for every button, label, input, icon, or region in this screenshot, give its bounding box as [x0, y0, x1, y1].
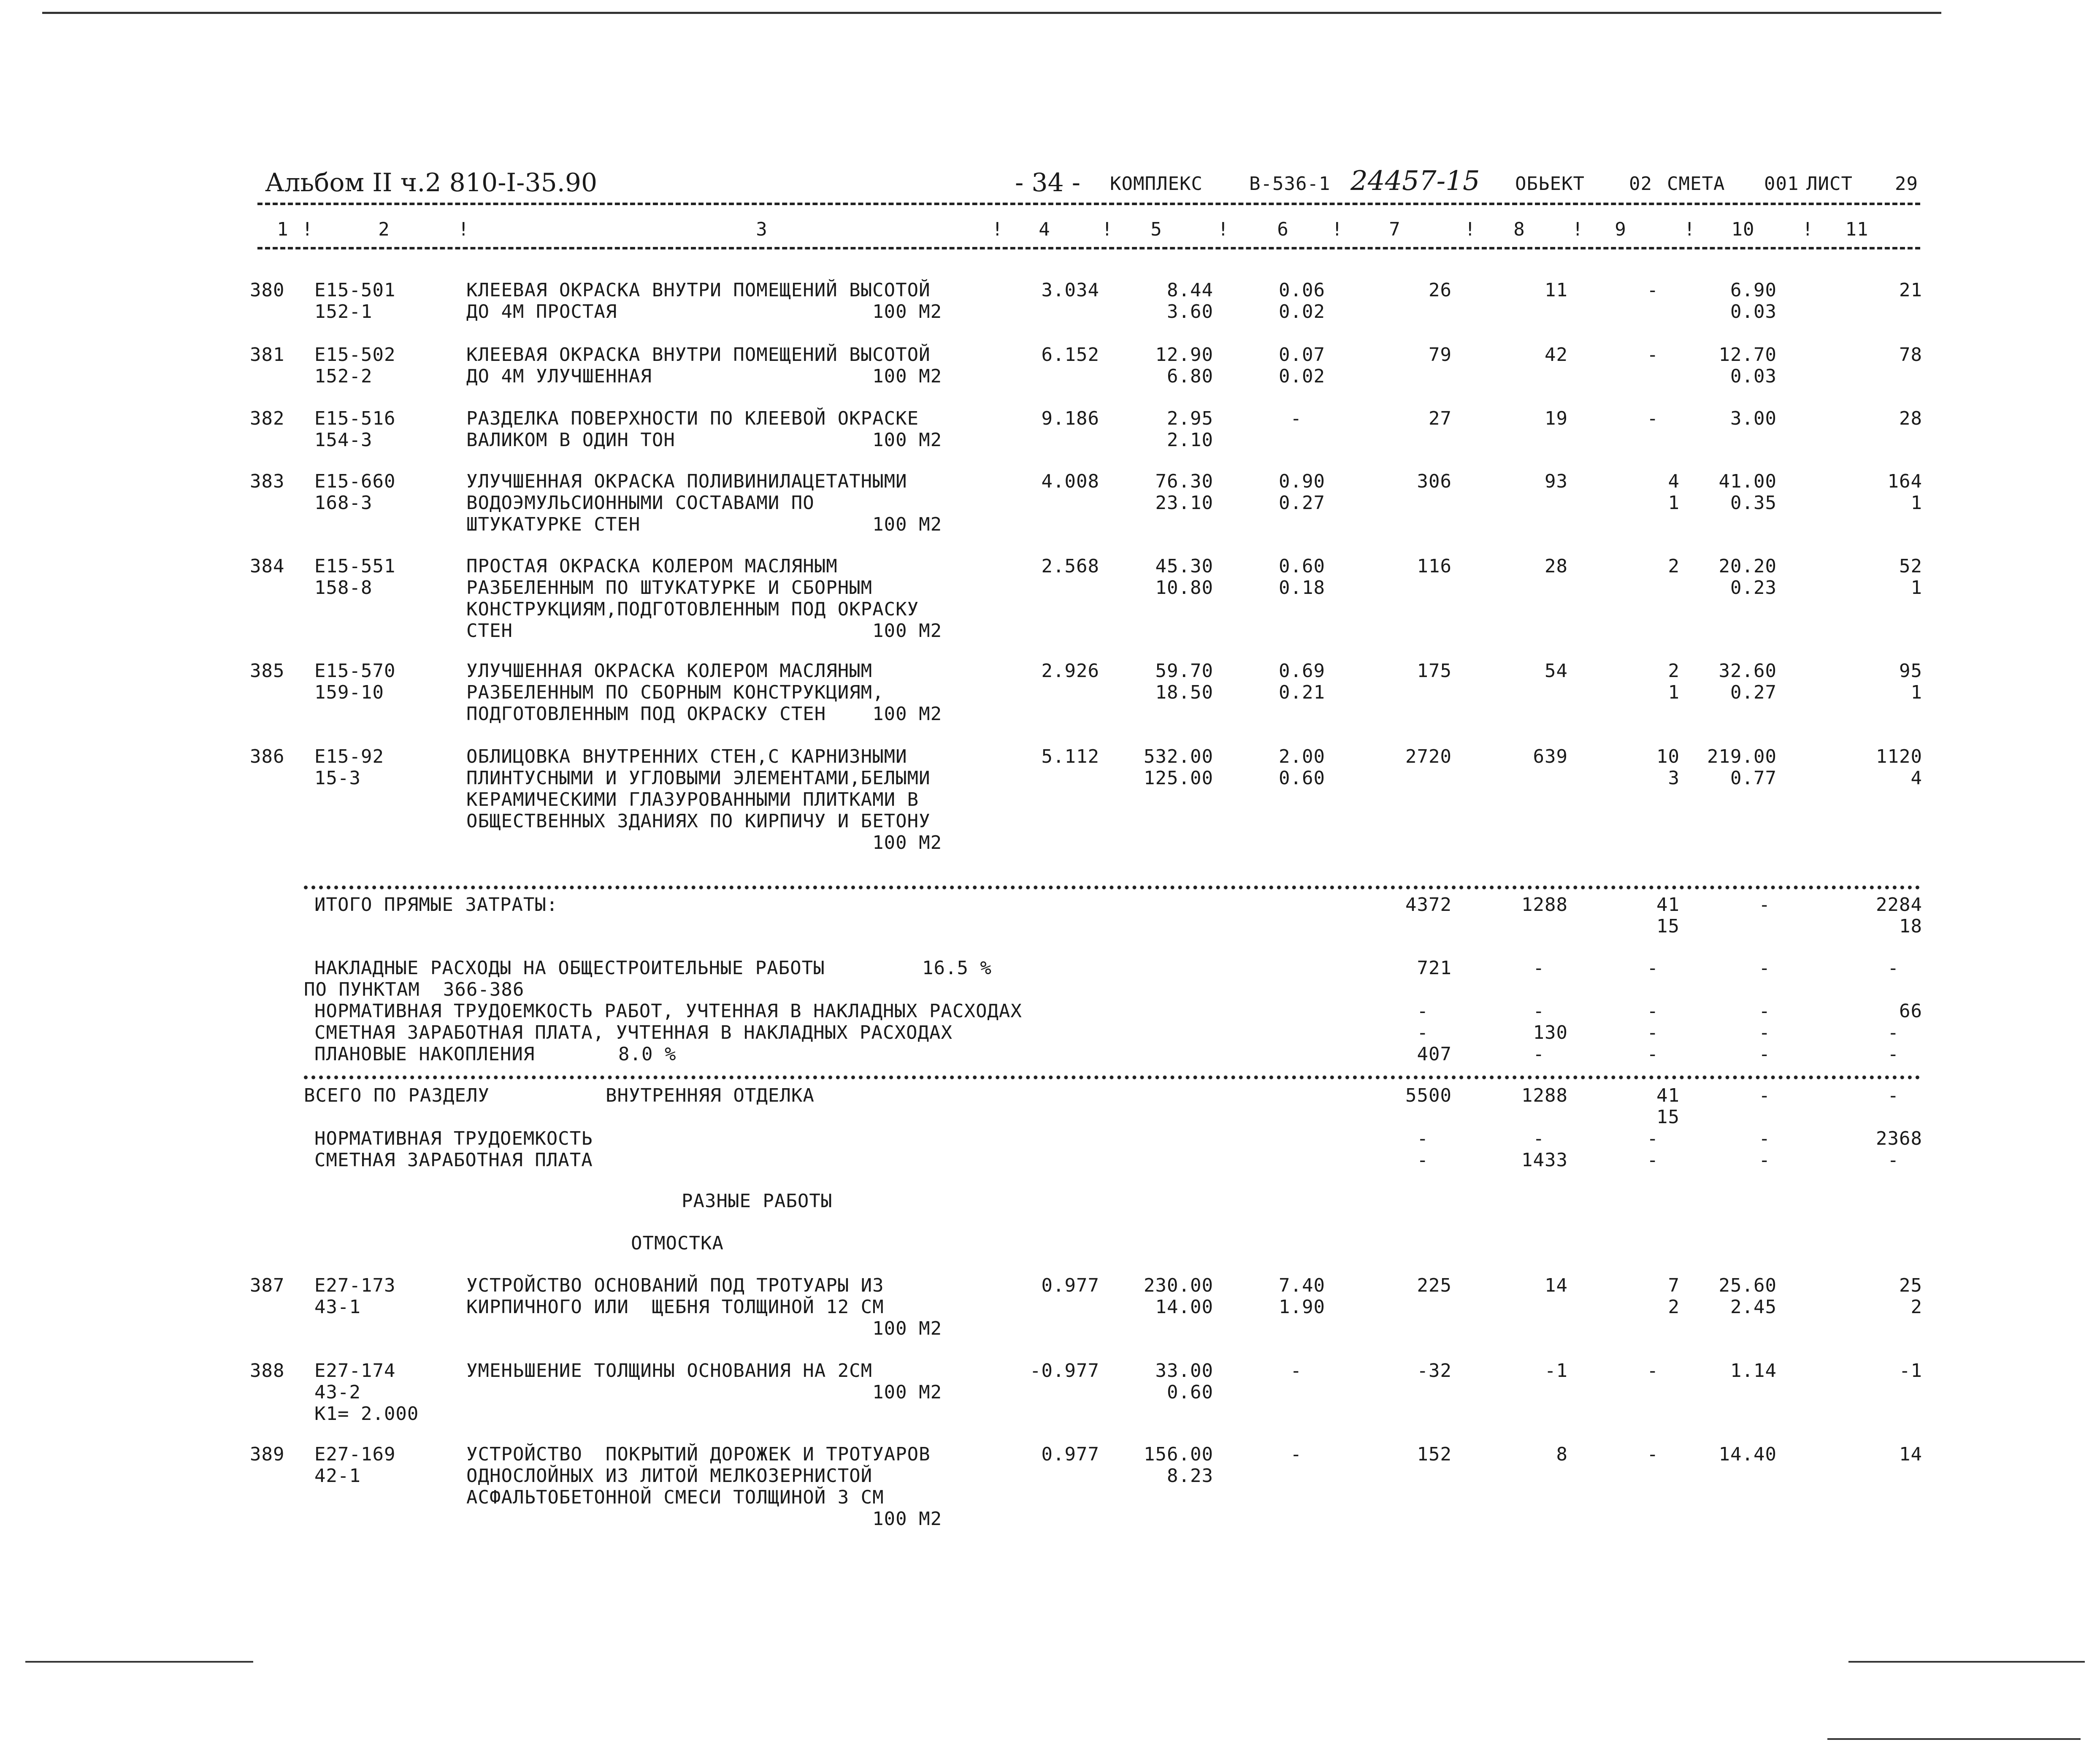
- row-code: Е15-502: [314, 344, 396, 366]
- sheet-number: 29: [1895, 173, 1918, 195]
- row-c5: 76.30: [1155, 471, 1213, 492]
- section-total-dotted-rule: [304, 1075, 1920, 1079]
- summary-c9: 41: [1656, 894, 1680, 916]
- row-c6: 0.02: [1279, 301, 1325, 322]
- summary-c9: -: [1647, 1000, 1659, 1022]
- summary-c7: -: [1417, 1000, 1429, 1022]
- row-quantity: 2.568: [1041, 555, 1099, 577]
- row-c9: 2: [1668, 660, 1680, 682]
- row-c11: 14: [1899, 1444, 1922, 1465]
- wage-overhead-label: СМЕТНАЯ ЗАРАБОТНАЯ ПЛАТА, УЧТЕННАЯ В НАКЛАДНЫХ РАСХОДАХ: [314, 1022, 953, 1043]
- row-code: Е27-174: [314, 1360, 396, 1382]
- row-c8: 8: [1556, 1444, 1568, 1465]
- row-number: 380: [250, 279, 285, 301]
- column-separator: !: [992, 219, 1004, 240]
- row-c10: 3.00: [1730, 408, 1777, 429]
- row-number: 387: [250, 1275, 285, 1296]
- row-c5: 23.10: [1155, 492, 1213, 514]
- row-c10: 25.60: [1718, 1275, 1777, 1296]
- row-code: 152-1: [314, 301, 373, 322]
- row-c6: 0.27: [1279, 492, 1325, 514]
- column-number-8: 8: [1513, 219, 1525, 240]
- summary-c9: -: [1647, 957, 1659, 979]
- summary-c8: 1433: [1521, 1149, 1568, 1171]
- row-c5: 532.00: [1144, 746, 1213, 767]
- row-c10: 12.70: [1718, 344, 1777, 366]
- overhead-percent: 16.5 %: [922, 957, 992, 979]
- row-c9: 1: [1668, 682, 1680, 703]
- row-c6: 7.40: [1279, 1275, 1325, 1296]
- summary-c9: -: [1647, 1128, 1659, 1149]
- row-number: 384: [250, 555, 285, 577]
- row-c9: 2: [1668, 555, 1680, 577]
- summary-c8: -: [1533, 1128, 1545, 1149]
- row-description: ОБЛИЦОВКА ВНУТРЕННИХ СТЕН,С КАРНИЗНЫМИ: [466, 746, 907, 767]
- summary-c9: -: [1647, 1043, 1659, 1065]
- row-c10: 0.03: [1730, 366, 1777, 387]
- column-separator: !: [302, 219, 314, 240]
- complex-label: КОМПЛЕКС: [1110, 173, 1203, 195]
- object-label: ОБЬЕКТ: [1515, 173, 1585, 195]
- row-c9: 2: [1668, 1296, 1680, 1318]
- sheet-label: ЛИСТ: [1806, 173, 1853, 195]
- row-code: 43-1: [314, 1296, 361, 1318]
- page-number: - 34 -: [1015, 168, 1081, 198]
- column-separator: !: [1802, 219, 1814, 240]
- row-description: СТЕН 100 М2: [466, 620, 942, 642]
- row-c7: 26: [1429, 279, 1452, 301]
- row-c6: 1.90: [1279, 1296, 1325, 1318]
- summary-c8: 1288: [1521, 1085, 1568, 1106]
- row-c11: -1: [1899, 1360, 1922, 1382]
- planned-profit-percent: 8.0 %: [618, 1043, 677, 1065]
- summary-c7: -: [1417, 1022, 1429, 1043]
- planned-profit-label: ПЛАНОВЫЕ НАКОПЛЕНИЯ: [314, 1043, 535, 1065]
- row-c6: -: [1290, 1360, 1302, 1382]
- row-code: Е15-551: [314, 555, 396, 577]
- row-c6: 0.02: [1279, 366, 1325, 387]
- row-c5: 2.10: [1167, 429, 1213, 451]
- row-c5: 8.23: [1167, 1465, 1213, 1487]
- bottom-edge-line: [1848, 1661, 2085, 1663]
- row-c11: 52: [1899, 555, 1922, 577]
- column-number-5: 5: [1150, 219, 1162, 240]
- row-description: УСТРОЙСТВО ОСНОВАНИЙ ПОД ТРОТУАРЫ ИЗ: [466, 1275, 884, 1296]
- row-description: ПРОСТАЯ ОКРАСКА КОЛЕРОМ МАСЛЯНЫМ: [466, 555, 838, 577]
- row-c6: 2.00: [1279, 746, 1325, 767]
- column-number-2: 2: [378, 219, 390, 240]
- row-quantity: 0.977: [1041, 1275, 1099, 1296]
- row-code: Е15-570: [314, 660, 396, 682]
- summary-c10: -: [1759, 1022, 1770, 1043]
- row-c11: 164: [1887, 471, 1922, 492]
- bottom-edge-line: [1827, 1738, 2081, 1740]
- summary-c7: -: [1417, 1149, 1429, 1171]
- row-c9: -: [1647, 344, 1659, 366]
- row-c9: -: [1647, 279, 1659, 301]
- row-code: Е27-169: [314, 1444, 396, 1465]
- row-c7: 2720: [1405, 746, 1452, 767]
- row-description: ШТУКАТУРКЕ СТЕН 100 М2: [466, 514, 942, 535]
- summary-c10: -: [1759, 1085, 1770, 1106]
- row-description: ОДНОСЛОЙНЫХ ИЗ ЛИТОЙ МЕЛКОЗЕРНИСТОЙ: [466, 1465, 873, 1487]
- row-number: 381: [250, 344, 285, 366]
- row-number: 388: [250, 1360, 285, 1382]
- row-c11: 95: [1899, 660, 1922, 682]
- row-code: 152-2: [314, 366, 373, 387]
- row-c10: 6.90: [1730, 279, 1777, 301]
- row-c8: 639: [1533, 746, 1568, 767]
- section-name: ВНУТРЕННЯЯ ОТДЕЛКА: [606, 1085, 815, 1106]
- row-c10: 0.27: [1730, 682, 1777, 703]
- row-c5: 156.00: [1144, 1444, 1213, 1465]
- column-separator: !: [1684, 219, 1696, 240]
- row-code: 42-1: [314, 1465, 361, 1487]
- row-description: ПОДГОТОВЛЕННЫМ ПОД ОКРАСКУ СТЕН 100 М2: [466, 703, 942, 725]
- row-c7: 225: [1417, 1275, 1452, 1296]
- section-total-label: ВСЕГО ПО РАЗДЕЛУ: [304, 1085, 490, 1106]
- row-code: 154-3: [314, 429, 373, 451]
- row-c6: 0.69: [1279, 660, 1325, 682]
- row-c5: 59.70: [1155, 660, 1213, 682]
- row-c10: 219.00: [1707, 746, 1777, 767]
- row-c7: -32: [1417, 1360, 1452, 1382]
- row-description: 100 М2: [466, 1318, 942, 1339]
- summary-c8: -: [1533, 1000, 1545, 1022]
- row-code: Е15-516: [314, 408, 396, 429]
- subsection-title: ОТМОСТКА: [631, 1233, 724, 1254]
- summary-c10: -: [1759, 894, 1770, 916]
- album-title: Альбом II ч.2 810-I-35.90: [265, 168, 598, 198]
- row-description: ДО 4М УЛУЧШЕННАЯ 100 М2: [466, 366, 942, 387]
- section-labor-label: НОРМАТИВНАЯ ТРУДОЕМКОСТЬ: [314, 1128, 593, 1149]
- row-c6: 0.60: [1279, 555, 1325, 577]
- row-description: УМЕНЬШЕНИЕ ТОЛЩИНЫ ОСНОВАНИЯ НА 2СМ: [466, 1360, 873, 1382]
- row-c6: 0.06: [1279, 279, 1325, 301]
- row-description: УЛУЧШЕННАЯ ОКРАСКА КОЛЕРОМ МАСЛЯНЫМ: [466, 660, 873, 682]
- row-quantity: 0.977: [1041, 1444, 1099, 1465]
- column-number-1: 1: [277, 219, 289, 240]
- row-description: УСТРОЙСТВО ПОКРЫТИЙ ДОРОЖЕК И ТРОТУАРОВ: [466, 1444, 931, 1465]
- bottom-edge-line: [25, 1661, 253, 1663]
- handwritten-number: 24457-15: [1350, 165, 1480, 197]
- row-c7: 306: [1417, 471, 1452, 492]
- row-c10: 1.14: [1730, 1360, 1777, 1382]
- row-quantity: 6.152: [1041, 344, 1099, 366]
- row-c8: 54: [1545, 660, 1568, 682]
- row-c6: 0.18: [1279, 577, 1325, 599]
- row-quantity: 4.008: [1041, 471, 1099, 492]
- row-c8: -1: [1545, 1360, 1568, 1382]
- header-rule: [257, 203, 1920, 205]
- summary-dotted-rule: [304, 886, 1920, 889]
- row-c5: 0.60: [1167, 1382, 1213, 1403]
- row-c8: 28: [1545, 555, 1568, 577]
- row-c10: 41.00: [1718, 471, 1777, 492]
- row-c11: 1120: [1876, 746, 1922, 767]
- section-wage-label: СМЕТНАЯ ЗАРАБОТНАЯ ПЛАТА: [314, 1149, 593, 1171]
- row-c9: -: [1647, 1360, 1659, 1382]
- row-description: АСФАЛЬТОБЕТОННОЙ СМЕСИ ТОЛЩИНОЙ 3 СМ: [466, 1487, 884, 1508]
- row-c8: 14: [1545, 1275, 1568, 1296]
- row-c6: 0.60: [1279, 767, 1325, 789]
- row-c7: 116: [1417, 555, 1452, 577]
- column-separator: !: [1218, 219, 1229, 240]
- summary-c8: -: [1533, 1043, 1545, 1065]
- column-number-11: 11: [1845, 219, 1869, 240]
- summary-c7: 5500: [1405, 1085, 1452, 1106]
- row-c10: 14.40: [1718, 1444, 1777, 1465]
- row-c11: 25: [1899, 1275, 1922, 1296]
- row-description: 100 М2: [466, 1508, 942, 1530]
- row-description: КИРПИЧНОГО ИЛИ ЩЕБНЯ ТОЛЩИНОЙ 12 СМ: [466, 1296, 884, 1318]
- summary-c9: 15: [1656, 1106, 1680, 1128]
- top-edge-line: [42, 12, 1941, 14]
- row-c9: 10: [1656, 746, 1680, 767]
- row-c9: 7: [1668, 1275, 1680, 1296]
- row-description: УЛУЧШЕННАЯ ОКРАСКА ПОЛИВИНИЛАЦЕТАТНЫМИ: [466, 471, 907, 492]
- overhead-items: ПО ПУНКТАМ 366-386: [304, 979, 525, 1000]
- summary-c8: 1288: [1521, 894, 1568, 916]
- row-description: ВАЛИКОМ В ОДИН ТОН 100 М2: [466, 429, 942, 451]
- row-description: 100 М2: [466, 832, 942, 853]
- row-c7: 175: [1417, 660, 1452, 682]
- row-c8: 42: [1545, 344, 1568, 366]
- row-description: КОНСТРУКЦИЯМ,ПОДГОТОВЛЕННЫМ ПОД ОКРАСКУ: [466, 599, 919, 620]
- summary-c9: -: [1647, 1149, 1659, 1171]
- row-description: ОБЩЕСТВЕННЫХ ЗДАНИЯХ ПО КИРПИЧУ И БЕТОНУ: [466, 810, 931, 832]
- row-c6: -: [1290, 408, 1302, 429]
- summary-c11: -: [1887, 1085, 1899, 1106]
- row-c5: 10.80: [1155, 577, 1213, 599]
- row-description: КЛЕЕВАЯ ОКРАСКА ВНУТРИ ПОМЕЩЕНИЙ ВЫСОТОЙ: [466, 279, 931, 301]
- column-number-3: 3: [756, 219, 768, 240]
- row-code: 15-3: [314, 767, 361, 789]
- row-code: 168-3: [314, 492, 373, 514]
- section-title: РАЗНЫЕ РАБОТЫ: [682, 1190, 833, 1212]
- summary-c7: 721: [1417, 957, 1452, 979]
- summary-c11: -: [1887, 1149, 1899, 1171]
- row-description: ВОДОЭМУЛЬСИОННЫМИ СОСТАВАМИ ПО: [466, 492, 815, 514]
- row-c10: 2.45: [1730, 1296, 1777, 1318]
- row-c5: 18.50: [1155, 682, 1213, 703]
- column-number-9: 9: [1615, 219, 1626, 240]
- row-c9: -: [1647, 408, 1659, 429]
- summary-c8: 130: [1533, 1022, 1568, 1043]
- row-number: 383: [250, 471, 285, 492]
- row-description: ДО 4М ПРОСТАЯ 100 М2: [466, 301, 942, 322]
- row-c11: 28: [1899, 408, 1922, 429]
- row-c5: 2.95: [1167, 408, 1213, 429]
- row-c11: 1: [1911, 492, 1922, 514]
- row-description: РАЗБЕЛЕННЫМ ПО ШТУКАТУРКЕ И СБОРНЫМ: [466, 577, 873, 599]
- summary-c10: -: [1759, 1000, 1770, 1022]
- row-quantity: -0.977: [1030, 1360, 1099, 1382]
- summary-c9: -: [1647, 1022, 1659, 1043]
- complex-code: В-536-1: [1249, 173, 1331, 195]
- row-c7: 27: [1429, 408, 1452, 429]
- summary-c10: -: [1759, 1149, 1770, 1171]
- row-c10: 0.03: [1730, 301, 1777, 322]
- row-code: 43-2: [314, 1382, 361, 1403]
- row-code: Е15-660: [314, 471, 396, 492]
- row-quantity: 5.112: [1041, 746, 1099, 767]
- row-quantity: 9.186: [1041, 408, 1099, 429]
- row-description: РАЗДЕЛКА ПОВЕРХНОСТИ ПО КЛЕЕВОЙ ОКРАСКЕ: [466, 408, 919, 429]
- summary-c8: -: [1533, 957, 1545, 979]
- summary-c11: 18: [1899, 916, 1922, 937]
- row-c10: 32.60: [1718, 660, 1777, 682]
- row-c5: 45.30: [1155, 555, 1213, 577]
- row-c9: 4: [1668, 471, 1680, 492]
- summary-c11: -: [1887, 957, 1899, 979]
- row-c8: 19: [1545, 408, 1568, 429]
- column-separator: !: [1331, 219, 1343, 240]
- row-c5: 12.90: [1155, 344, 1213, 366]
- direct-costs-label: ИТОГО ПРЯМЫЕ ЗАТРАТЫ:: [314, 894, 558, 916]
- row-code: Е15-501: [314, 279, 396, 301]
- column-separator: !: [1464, 219, 1476, 240]
- column-number-7: 7: [1389, 219, 1401, 240]
- row-c5: 230.00: [1144, 1275, 1213, 1296]
- row-c11: 78: [1899, 344, 1922, 366]
- summary-c7: -: [1417, 1128, 1429, 1149]
- row-c8: 93: [1545, 471, 1568, 492]
- row-c8: 11: [1545, 279, 1568, 301]
- row-quantity: 3.034: [1041, 279, 1099, 301]
- summary-c10: -: [1759, 1128, 1770, 1149]
- row-c11: 2: [1911, 1296, 1922, 1318]
- summary-c11: 2284: [1876, 894, 1922, 916]
- row-c5: 6.80: [1167, 366, 1213, 387]
- row-c5: 8.44: [1167, 279, 1213, 301]
- row-c7: 79: [1429, 344, 1452, 366]
- row-c5: 3.60: [1167, 301, 1213, 322]
- row-description: ПЛИНТУСНЫМИ И УГЛОВЫМИ ЭЛЕМЕНТАМИ,БЕЛЫМИ: [466, 767, 931, 789]
- row-c11: 1: [1911, 577, 1922, 599]
- row-c5: 14.00: [1155, 1296, 1213, 1318]
- column-separator: !: [458, 219, 470, 240]
- summary-c9: 15: [1656, 916, 1680, 937]
- row-number: 386: [250, 746, 285, 767]
- row-c5: 125.00: [1144, 767, 1213, 789]
- row-c6: 0.07: [1279, 344, 1325, 366]
- column-number-10: 10: [1731, 219, 1755, 240]
- column-number-6: 6: [1277, 219, 1289, 240]
- column-header-rule: [257, 247, 1920, 249]
- summary-c9: 41: [1656, 1085, 1680, 1106]
- row-description: КЕРАМИЧЕСКИМИ ГЛАЗУРОВАННЫМИ ПЛИТКАМИ В: [466, 789, 919, 810]
- row-description: РАЗБЕЛЕННЫМ ПО СБОРНЫМ КОНСТРУКЦИЯМ,: [466, 682, 884, 703]
- row-description: КЛЕЕВАЯ ОКРАСКА ВНУТРИ ПОМЕЩЕНИЙ ВЫСОТОЙ: [466, 344, 931, 366]
- row-code: 159-10: [314, 682, 384, 703]
- summary-c7: 407: [1417, 1043, 1452, 1065]
- row-c11: 21: [1899, 279, 1922, 301]
- row-c10: 0.35: [1730, 492, 1777, 514]
- row-c10: 0.77: [1730, 767, 1777, 789]
- row-c9: 3: [1668, 767, 1680, 789]
- row-number: 389: [250, 1444, 285, 1465]
- row-c9: 1: [1668, 492, 1680, 514]
- summary-c11: 66: [1899, 1000, 1922, 1022]
- overhead-label: НАКЛАДНЫЕ РАСХОДЫ НА ОБЩЕСТРОИТЕЛЬНЫЕ РАБОТЫ: [314, 957, 825, 979]
- row-description: 100 М2: [466, 1382, 942, 1403]
- row-code: К1= 2.000: [314, 1403, 419, 1425]
- row-number: 385: [250, 660, 285, 682]
- row-code: Е27-173: [314, 1275, 396, 1296]
- row-c10: 0.23: [1730, 577, 1777, 599]
- summary-c11: -: [1887, 1043, 1899, 1065]
- row-c9: -: [1647, 1444, 1659, 1465]
- object-number: 02: [1629, 173, 1652, 195]
- column-separator: !: [1101, 219, 1113, 240]
- summary-c11: 2368: [1876, 1128, 1922, 1149]
- row-c5: 33.00: [1155, 1360, 1213, 1382]
- row-code: 158-8: [314, 577, 373, 599]
- estimate-number: 001: [1764, 173, 1799, 195]
- row-c7: 152: [1417, 1444, 1452, 1465]
- summary-c11: -: [1887, 1022, 1899, 1043]
- row-code: Е15-92: [314, 746, 384, 767]
- row-c6: -: [1290, 1444, 1302, 1465]
- column-number-4: 4: [1039, 219, 1050, 240]
- summary-c10: -: [1759, 957, 1770, 979]
- row-c11: 1: [1911, 682, 1922, 703]
- summary-c7: 4372: [1405, 894, 1452, 916]
- row-c10: 20.20: [1718, 555, 1777, 577]
- row-number: 382: [250, 408, 285, 429]
- row-quantity: 2.926: [1041, 660, 1099, 682]
- column-separator: !: [1572, 219, 1584, 240]
- summary-c10: -: [1759, 1043, 1770, 1065]
- estimate-label: СМЕТА: [1667, 173, 1725, 195]
- row-c6: 0.90: [1279, 471, 1325, 492]
- row-c6: 0.21: [1279, 682, 1325, 703]
- labor-overhead-label: НОРМАТИВНАЯ ТРУДОЕМКОСТЬ РАБОТ, УЧТЕННАЯ В НАКЛАДНЫХ РАСХОДАХ: [314, 1000, 1022, 1022]
- row-c11: 4: [1911, 767, 1922, 789]
